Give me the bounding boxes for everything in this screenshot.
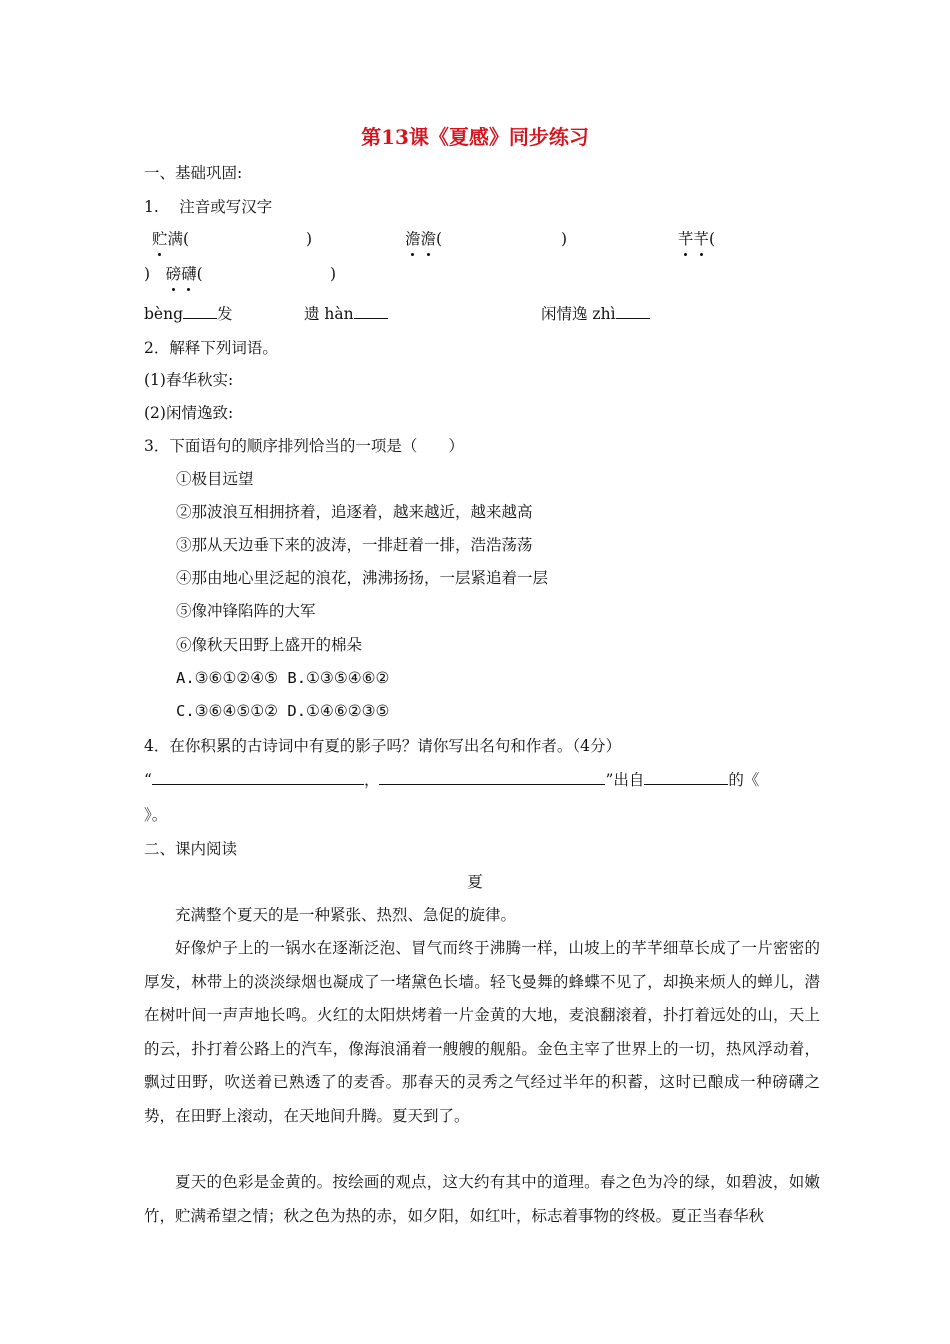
q3-sentence-4: ④那由地心里泛起的浪花，沸沸扬扬，一层紧追着一层: [176, 569, 549, 587]
q1-row-2: [144, 264, 203, 284]
q3-options-cd: C.③⑥④⑤①② D.①④⑥②③⑤: [176, 702, 390, 720]
q3-sentence-6: ⑥像秋天田野上盛开的棉朵: [176, 636, 363, 654]
word-yihan: 遗 hàn: [304, 305, 354, 323]
open-paren: (: [709, 230, 716, 248]
question-2-label: 2．解释下列词语。: [144, 339, 278, 357]
word-zhuman-rest: 满: [167, 230, 184, 248]
page-title: 第13课《夏感》同步练习: [361, 125, 589, 149]
open-paren: (: [183, 230, 190, 248]
q2-item-1: (1)春华秋实:: [144, 371, 234, 389]
close-paren: ): [306, 230, 313, 248]
q3-sentence-5: ⑤像冲锋陷阵的大军: [176, 602, 316, 620]
verse-blank-2[interactable]: [379, 770, 605, 785]
open-paren: (: [436, 230, 443, 248]
pinyin-item-2: [304, 304, 388, 324]
question-3-label: 3．下面语句的顺序排列恰当的一项是（ ）: [144, 437, 464, 455]
q3-sentence-2: ②那波浪互相拥挤着，追逐着，越来越近，越来越高: [176, 503, 533, 521]
q3-options-ab: A.③⑥①②④⑤ B.①③⑤④⑥②: [176, 669, 390, 687]
close-quote-from: ”出自: [605, 771, 645, 789]
word-xianqingyizhi: 闲情逸 zhì: [541, 305, 616, 323]
pinyin-beng: bèng: [144, 305, 183, 323]
section-heading-basics: 一、基础巩固:: [144, 164, 243, 182]
dotted-char: 贮: [152, 230, 168, 248]
close-paren: ): [144, 265, 151, 283]
reading-paragraph-2: 好像炉子上的一锅水在逐渐泛泡、冒气而终于沸腾一样，山坡上的芊芊细草长成了一片密密的厚发，林带上的淡淡绿烟也凝成了一堵黛色长墙。轻飞曼舞的蜂蝶不见了，却换来烦人的蝉儿，潜在树叶间一声声地长鸣。火红的太阳烘烤着一片金黄的大地，麦浪翻滚着，扑打着远处的山，天上的云，扑打着公路上的汽车，像海浪涌着一艘艘的舰船。金色主宰了世界上的一切，热风浮动着，飘过田野，吹送着已熟透了的麦香。那春天的灵秀之气经过半年的积蓄，这时已酿成一种磅礴之势，在田野上滚动，在天地间升腾。夏天到了。: [144, 939, 820, 1125]
answer-blank[interactable]: [183, 304, 217, 319]
answer-blank[interactable]: [616, 304, 650, 319]
comma: ，: [363, 771, 380, 789]
reading-title: 夏: [467, 873, 483, 891]
section-heading-reading: 二、课内阅读: [144, 840, 238, 858]
open-quote: “: [144, 771, 152, 789]
reading-paragraph-3: 夏天的色彩是金黄的。按绘画的观点，这大约有其中的道理。春之色为冷的绿，如碧波，如嫩竹，贮满希望之情；秋之色为热的赤，如夕阳，如红叶，标志着事物的终极。夏正当春华秋: [144, 1173, 820, 1225]
q1-word-3: [678, 229, 715, 249]
dotted-char: 磅: [165, 265, 182, 283]
dotted-char: 澹: [420, 230, 437, 248]
pinyin-item-3: [541, 304, 650, 324]
q4-answer-line: [144, 770, 759, 790]
dotted-char: 芊: [693, 230, 710, 248]
dotted-char: 芊: [678, 230, 694, 248]
pinyin-item-1: [144, 304, 233, 324]
open-paren: (: [196, 265, 203, 283]
dotted-char: 澹: [405, 230, 421, 248]
q3-sentence-1: ①极目远望: [176, 470, 254, 488]
reading-paragraph-1: 充满整个夏天的是一种紧张、热烈、急促的旋律。: [175, 906, 517, 924]
answer-blank[interactable]: [354, 304, 388, 319]
poem-title-open: 的《: [728, 771, 760, 789]
close-paren: ): [330, 265, 337, 283]
char-fa: 发: [217, 305, 233, 323]
q3-sentence-3: ③那从天边垂下来的波涛，一排赶着一排，浩浩荡荡: [176, 536, 533, 554]
q4-end: 》。: [144, 806, 168, 824]
dotted-char: 礴: [181, 265, 197, 283]
question-4-label: 4．在你积累的古诗词中有夏的影子吗？请你写出名句和作者。（4分）: [144, 737, 621, 755]
question-1-label: 1. 注音或写汉字: [144, 198, 273, 216]
verse-blank-1[interactable]: [152, 770, 364, 785]
close-paren: ): [561, 230, 568, 248]
q2-item-2: (2)闲情逸致:: [144, 404, 234, 422]
q1-word-2: [405, 229, 442, 249]
q1-row-1: [152, 229, 189, 249]
author-blank[interactable]: [644, 770, 728, 785]
